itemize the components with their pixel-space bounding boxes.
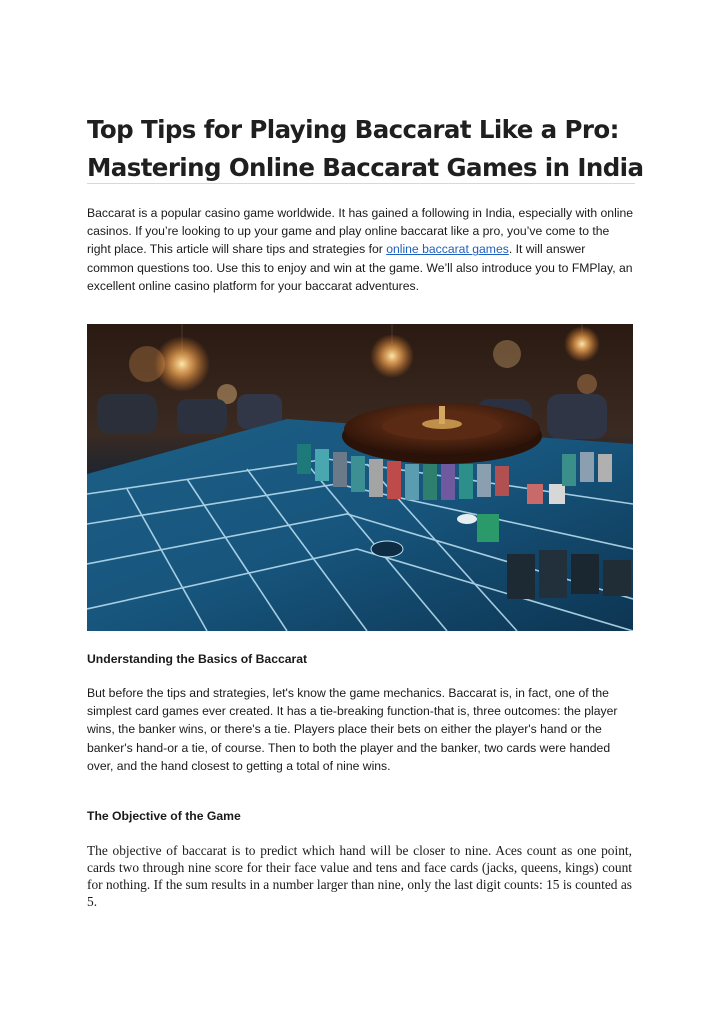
- title-line-2: Mastering Online Baccarat Games in India: [87, 153, 644, 182]
- intro-text-start: Baccarat is a popular casino game worldwide. It has gained a following in India, especially with online casinos. If you’re looking to up your game and play online baccarat like a pro, you’ve come to the right place. This article will share tips and strategies for: [87, 206, 634, 257]
- intro-text-end: . It will answer common questions too. Use this to enjoy and win at the game. We’ll also introduce you to FMPlay, an excellent online casino platform for your baccarat adventures.: [87, 242, 633, 293]
- online-baccarat-games-link[interactable]: online baccarat games: [386, 242, 509, 257]
- title-line-1: Top Tips for Playing Baccarat Like a Pro:: [87, 115, 619, 144]
- basics-paragraph: But before the tips and strategies, let's know the game mechanics. Baccarat is, in fact, one of the simplest card games ever created. It has a tie-breaking function-that is, three outcomes: the player wins, the banker wins, or there's a tie. Players place their bets on either the player's hand or the banker's hand-or a tie, of course. Then to both the player and the banker, two cards were handed over, and the hand closest to getting a total of nine wins.: [87, 686, 618, 773]
- intro-paragraph: [87, 204, 635, 295]
- objective-paragraph: The objective of baccarat is to predict which hand will be closer to nine. Aces count as one point, cards two through nine score for their face value and tens and face cards (jacks, queens, kings) count for nothing. If the sum results in a number larger than nine, only the last digit counts: 15 is counted as 5.: [87, 843, 632, 909]
- article-title: [87, 111, 647, 187]
- casino-table-image: [87, 324, 633, 631]
- title-divider: [87, 183, 635, 184]
- objective-heading: The Objective of the Game: [87, 809, 241, 823]
- basics-heading: Understanding the Basics of Baccarat: [87, 652, 308, 666]
